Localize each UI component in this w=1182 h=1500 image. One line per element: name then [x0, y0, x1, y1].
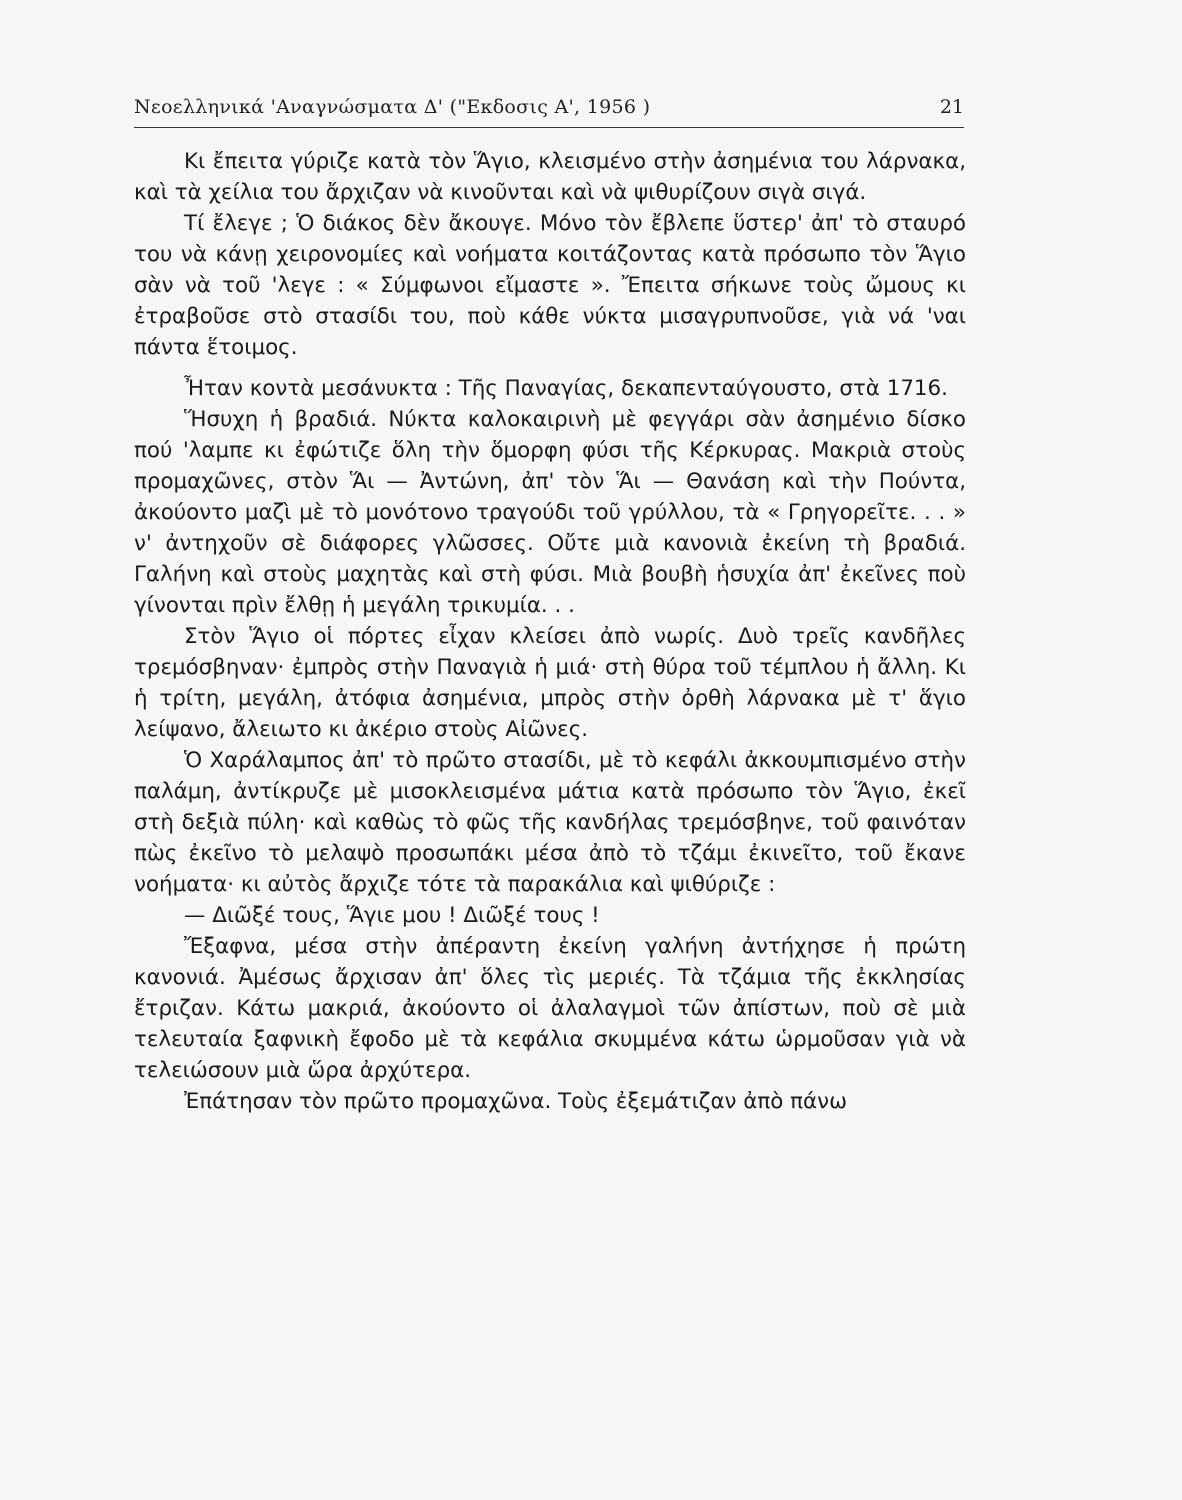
- header-title: Νεοελληνικά 'Αναγνώσματα Δ' ("Εκδοσις Α', 1956 ): [134, 96, 651, 118]
- paragraph: Ὁ Χαράλαμπος ἀπ' τὸ πρῶτο στασίδι, μὲ τὸ κεφάλι ἀκκουμπισμένο στὴν παλάμη, ἀντίκρυζε μὲ μισοκλεισμένα μάτια κατὰ πρόσωπο τὸν Ἅγιο, ἐκεῖ στὴ δεξιὰ πύλη· καὶ καθὼς τὸ φῶς τῆς κανδήλας τρεμόσβηνε, τοῦ φαινόταν πὼς ἐκεῖνο τὸ μελαψὸ προσωπάκι μέσα ἀπὸ τὸ τζάμι ἐκινεῖτο, τοῦ ἔκανε νοήματα· κι αὐτὸς ἄρχιζε τότε τὰ παρακάλια καὶ ψιθύριζε :: [134, 748, 966, 897]
- paragraph: Στὸν Ἅγιο οἱ πόρτες εἶχαν κλείσει ἀπὸ νωρίς. Δυὸ τρεῖς κανδῆλες τρεμόσβηναν· ἐμπρὸς στὴν Παναγιὰ ἡ μιά· στὴ θύρα τοῦ τέμπλου ἡ ἄλλη. Κι ἡ τρίτη, μεγάλη, ἀτόφια ἀσημένια, μπρὸς στὴν ὀρθὴ λάρνακα μὲ τ' ἅγιο λείψανο, ἄλειωτο κι ἀκέριο στοὺς Αἰῶνες.: [134, 624, 966, 742]
- paragraph: Ἔξαφνα, μέσα στὴν ἀπέραντη ἐκείνη γαλήνη ἀντήχησε ἡ πρώτη κανονιά. Ἀμέσως ἄρχισαν ἀπ' ὅλες τὶς μεριές. Τὰ τζάμια τῆς ἐκκλησίας ἔτριζαν. Κάτω μακριά, ἀκούοντο οἱ ἀλαλαγμοὶ τῶν ἀπίστων, ποὺ σὲ μιὰ τελευταία ξαφνικὴ ἔφοδο μὲ τὰ κεφάλια σκυμμένα κάτω ὡρμοῦσαν γιὰ νὰ τελειώσουν μιὰ ὥρα ἀρχύτερα.: [134, 934, 966, 1083]
- paragraph: Ἐπάτησαν τὸν πρῶτο προμαχῶνα. Τοὺς ἐξεμάτιζαν ἀπὸ πάνω: [184, 1089, 847, 1114]
- header-rule: [134, 127, 964, 128]
- paragraph: Ἦταν κοντὰ μεσάνυκτα : Τῆς Παναγίας, δεκαπενταύγουστο, στὰ 1716.: [184, 376, 948, 401]
- body-text: [134, 146, 966, 1117]
- running-header: [134, 92, 964, 126]
- page-number: 21: [939, 96, 964, 118]
- paragraph: Τί ἔλεγε ; Ὁ διάκος δὲν ἄκουγε. Μόνο τὸν ἔβλεπε ὕστερ' ἀπ' τὸ σταυρό του νὰ κάνῃ χειρονομίες καὶ νοήματα κοιτάζοντας κατὰ πρόσωπο τὸν Ἅγιο σὰν νὰ τοῦ 'λεγε : « Σύμφωνοι εἴμαστε ». Ἔπειτα σήκωνε τοὺς ὤμους κι ἐτραβοῦσε στὸ στασίδι του, ποὺ κάθε νύκτα μισαγρυπνοῦσε, γιὰ νά 'ναι πάντα ἕτοιμος.: [134, 211, 966, 360]
- paragraph: Ἥσυχη ἡ βραδιά. Νύκτα καλοκαιρινὴ μὲ φεγγάρι σὰν ἀσημένιο δίσκο πού 'λαμπε κι ἐφώτιζε ὅλη τὴν ὅμορφη φύσι τῆς Κέρκυρας. Μακριὰ στοὺς προμαχῶνες, στὸν Ἅι — Ἀντώνη, ἀπ' τὸν Ἅι — Θανάση καὶ τὴν Πούντα, ἀκούοντο μαζὶ μὲ τὸ μονότονο τραγούδι τοῦ γρύλλου, τὰ « Γρηγορεῖτε. . . » ν' ἀντηχοῦν σὲ διάφορες γλῶσσες. Οὔτε μιὰ κανονιὰ ἐκείνη τὴ βραδιά. Γαλήνη καὶ στοὺς μαχητὰς καὶ στὴ φύσι. Μιὰ βουβὴ ἡσυχία ἀπ' ἐκεῖνες ποὺ γίνονται πρὶν ἔλθῃ ἡ μεγάλη τρικυμία. . .: [134, 407, 966, 618]
- paragraph: — Διῶξέ τους, Ἅγιε μου ! Διῶξέ τους !: [184, 903, 600, 928]
- paragraph: Κι ἔπειτα γύριζε κατὰ τὸν Ἅγιο, κλεισμένο στὴν ἀσημένια του λάρνακα, καὶ τὰ χείλια του ἄρχιζαν νὰ κινοῦνται καὶ νὰ ψιθυρίζουν σιγὰ σιγά.: [134, 149, 966, 205]
